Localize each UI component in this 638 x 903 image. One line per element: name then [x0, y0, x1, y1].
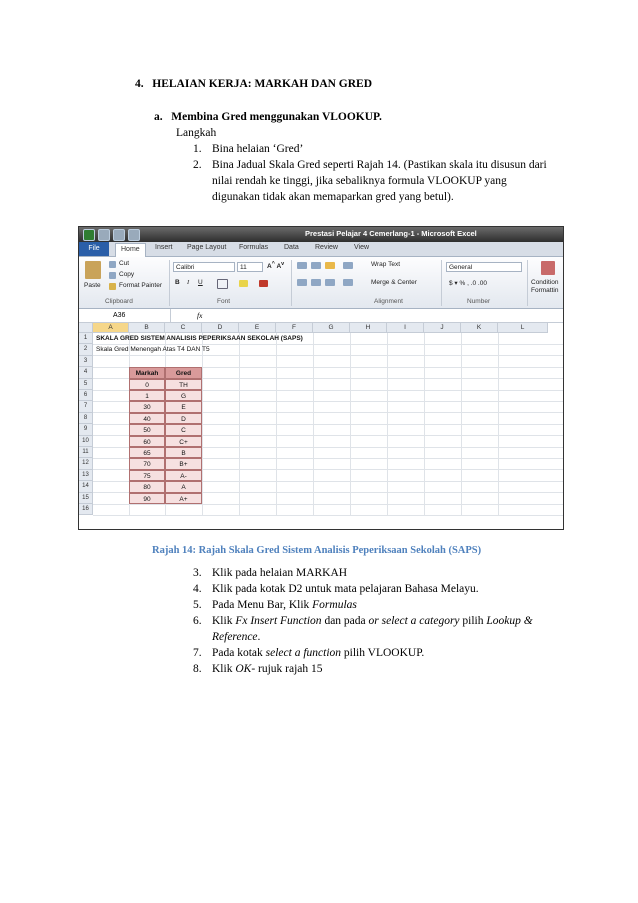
tab-insert[interactable]: Insert: [155, 244, 173, 251]
table-cell-markah: 80: [129, 481, 165, 492]
table-cell-gred: G: [165, 390, 202, 401]
row-header[interactable]: 2: [79, 344, 93, 355]
step-text: [212, 646, 424, 661]
underline-icon[interactable]: U: [198, 279, 203, 286]
ribbon-separator: [291, 260, 292, 306]
gridline: [202, 333, 203, 515]
step-text-part: Klik: [212, 615, 236, 627]
conditional-formatting-icon[interactable]: [541, 261, 555, 275]
align-middle-icon[interactable]: [311, 262, 321, 269]
row-header[interactable]: 4: [79, 367, 93, 378]
gridline: [424, 333, 425, 515]
step-text: [212, 582, 479, 597]
gridline: [350, 333, 351, 515]
step-text-part: Klik: [212, 663, 236, 675]
paste-icon[interactable]: [85, 261, 101, 279]
align-bottom-icon[interactable]: [325, 262, 335, 269]
table-cell-markah: 90: [129, 493, 165, 504]
column-header[interactable]: D: [202, 323, 239, 333]
tab-formulas[interactable]: Formulas: [239, 244, 269, 251]
conditional-formatting-label-1[interactable]: Condition: [531, 279, 559, 286]
table-header-markah: Markah: [129, 367, 165, 378]
tab-file[interactable]: File: [79, 242, 109, 256]
column-header[interactable]: K: [461, 323, 498, 333]
ribbon-separator: [169, 260, 170, 306]
cell-a1: SKALA GRED SISTEM ANALISIS PEPERIKSAAN SEKOLAH (SAPS): [96, 335, 303, 342]
step-number: 8.: [193, 663, 202, 675]
font-name-select[interactable]: Calibri: [173, 262, 235, 272]
step-number: 6.: [193, 615, 202, 627]
step-text-part: select a function: [265, 647, 342, 659]
gridline: [461, 333, 462, 515]
cut-icon[interactable]: [109, 261, 116, 268]
gridline: [276, 333, 277, 515]
bold-icon[interactable]: B: [175, 279, 180, 286]
cell-a2: Skala Gred Menengah Atas T4 DAN T5: [96, 346, 210, 354]
tab-view[interactable]: View: [354, 244, 370, 251]
copy-label[interactable]: Copy: [119, 271, 135, 278]
step-number: 5.: [193, 599, 202, 611]
gridline: [498, 333, 499, 515]
table-cell-markah: 40: [129, 413, 165, 424]
redo-icon: [128, 229, 140, 241]
step-text-part: Pada Menu Bar, Klik: [212, 599, 313, 611]
orientation-icon[interactable]: [343, 262, 353, 269]
column-header[interactable]: L: [498, 323, 548, 333]
step-text: [212, 598, 357, 613]
step-text-part: Pada kotak: [212, 647, 266, 659]
step-text-part: .: [257, 631, 261, 643]
formula-bar: [79, 309, 563, 323]
row-header[interactable]: 5: [79, 379, 93, 390]
font-grow-icon[interactable]: A^ $A^v$: [267, 261, 285, 271]
step-text-part: Klik pada helaian MARKAH: [212, 567, 348, 579]
tab-page-layout[interactable]: Page Layout: [187, 244, 227, 251]
ribbon-separator: [441, 260, 442, 306]
row-header[interactable]: 16: [79, 504, 93, 515]
save-icon: [98, 229, 110, 241]
align-top-icon[interactable]: [297, 262, 307, 269]
font-group-label: Font: [217, 298, 231, 305]
table-cell-markah: 60: [129, 436, 165, 447]
section-heading: 4. HELAIAN KERJA: MARKAH DAN GRED: [135, 78, 373, 90]
step-text: nilai rendah ke tinggi, jika sebaliknya formula VLOOKUP yang: [212, 175, 507, 187]
row-header[interactable]: 1: [79, 333, 93, 344]
align-right-icon[interactable]: [325, 279, 335, 286]
row-header[interactable]: 7: [79, 401, 93, 412]
number-format-select[interactable]: General: [446, 262, 522, 272]
step-text: [212, 630, 260, 645]
step-text-part: Fx Insert Function: [235, 615, 322, 627]
step-text: [212, 614, 533, 629]
font-size-select[interactable]: 11: [237, 262, 263, 272]
step-number: 1.: [193, 143, 202, 155]
row-header[interactable]: 8: [79, 413, 93, 424]
step-text: Bina helaian ‘Gred’: [212, 143, 304, 155]
step-text-part: or select a category: [368, 615, 460, 627]
tab-review[interactable]: Review: [315, 244, 338, 251]
table-cell-markah: 65: [129, 447, 165, 458]
fill-color-icon[interactable]: [239, 280, 248, 287]
sub-heading: a. Membina Gred menggunakan VLOOKUP.: [154, 111, 382, 123]
step-text-part: - rujuk rajah 15: [251, 663, 323, 675]
table-cell-gred: TH: [165, 379, 202, 390]
cut-label[interactable]: Cut: [119, 260, 130, 267]
conditional-formatting-label-2[interactable]: Formattin: [531, 287, 559, 294]
name-box[interactable]: A36: [79, 309, 171, 322]
step-text-part: pilih VLOOKUP.: [341, 647, 425, 659]
step-number: 7.: [193, 647, 202, 659]
step-text-part: Reference: [212, 631, 258, 643]
row-header[interactable]: 6: [79, 390, 93, 401]
excel-title-bar: [79, 227, 563, 242]
table-cell-markah: 75: [129, 470, 165, 481]
gridline: [387, 333, 388, 515]
gridline: [93, 515, 564, 516]
undo-icon: [113, 229, 125, 241]
column-header[interactable]: I: [387, 323, 424, 333]
table-cell-markah: 70: [129, 458, 165, 469]
table-cell-markah: 1: [129, 390, 165, 401]
step-text-part: Formulas: [312, 599, 357, 611]
row-header[interactable]: 13: [79, 470, 93, 481]
table-cell-markah: 30: [129, 401, 165, 412]
langkah-label: Langkah: [176, 127, 217, 139]
step-number: 3.: [193, 567, 202, 579]
column-header[interactable]: H: [350, 323, 387, 333]
table-cell-gred: B+: [165, 458, 202, 469]
format-painter-label[interactable]: Format Painter: [119, 282, 162, 289]
ribbon-tabs: [79, 242, 563, 257]
paste-label[interactable]: Paste: [84, 282, 101, 289]
ribbon: [79, 257, 563, 309]
excel-logo-icon: [83, 229, 95, 241]
table-cell-gred: A: [165, 481, 202, 492]
step-text-part: pilih: [459, 615, 487, 627]
window-title: Prestasi Pelajar 4 Cemerlang-1 - Microsoft Excel: [305, 229, 477, 238]
tab-home[interactable]: Home: [115, 243, 146, 257]
font-color-icon[interactable]: [259, 280, 268, 287]
gridline: [313, 333, 314, 515]
step-number: 4.: [193, 583, 202, 595]
gridline: [239, 333, 240, 515]
step-number: 2.: [193, 159, 202, 171]
copy-icon[interactable]: [109, 272, 116, 279]
italic-icon[interactable]: I: [187, 279, 190, 286]
column-header[interactable]: J: [424, 323, 461, 333]
step-text-part: Klik pada kotak D2 untuk mata pelajaran Bahasa Melayu.: [212, 583, 479, 595]
table-cell-markah: 50: [129, 424, 165, 435]
table-cell-markah: 0: [129, 379, 165, 390]
column-header[interactable]: E: [239, 323, 276, 333]
align-left-icon[interactable]: [297, 279, 307, 286]
align-center-icon[interactable]: [311, 279, 321, 286]
row-header[interactable]: 10: [79, 436, 93, 447]
row-header[interactable]: 9: [79, 424, 93, 435]
ribbon-separator: [527, 260, 528, 306]
table-cell-gred: E: [165, 401, 202, 412]
table-header-gred: Gred: [165, 367, 202, 378]
excel-screenshot: [78, 226, 564, 530]
row-header[interactable]: 15: [79, 493, 93, 504]
column-header[interactable]: B: [129, 323, 165, 333]
merge-center-button[interactable]: Merge & Center: [371, 279, 417, 286]
step-text-part: dan pada: [321, 615, 369, 627]
fx-icon[interactable]: fx: [197, 311, 203, 320]
table-cell-gred: A-: [165, 470, 202, 481]
number-group-label: Number: [467, 298, 491, 305]
format-painter-icon[interactable]: [109, 283, 116, 290]
column-header[interactable]: A: [93, 323, 129, 333]
row-header[interactable]: 14: [79, 481, 93, 492]
step-text: Bina Jadual Skala Gred seperti Rajah 14. (Pastikan skala itu disusun dari: [212, 159, 547, 171]
indent-icon[interactable]: [343, 279, 353, 286]
borders-icon[interactable]: [217, 279, 228, 289]
table-cell-gred: A+: [165, 493, 202, 504]
figure-caption: Rajah 14: Rajah Skala Gred Sistem Analisis Peperiksaan Sekolah (SAPS): [152, 545, 482, 556]
step-text: digunakan tidak akan memaparkan gred yang betul).: [212, 191, 454, 203]
step-text: [212, 662, 323, 677]
table-cell-gred: C+: [165, 436, 202, 447]
tab-data[interactable]: Data: [284, 244, 299, 251]
table-cell-gred: D: [165, 413, 202, 424]
step-text-part: OK: [235, 663, 252, 675]
row-header[interactable]: 11: [79, 447, 93, 458]
alignment-group-label: Alignment: [374, 298, 403, 305]
number-format-icons[interactable]: $ ▾ % , .0 .00: [449, 280, 487, 287]
step-text: [212, 566, 347, 581]
clipboard-group-label: Clipboard: [105, 298, 133, 305]
wrap-text-button[interactable]: Wrap Text: [371, 261, 401, 268]
quick-access-toolbar: [83, 229, 140, 240]
column-header[interactable]: G: [313, 323, 350, 333]
column-header[interactable]: F: [276, 323, 313, 333]
row-header[interactable]: 12: [79, 458, 93, 469]
step-text-part: Lookup &: [486, 615, 533, 627]
table-cell-gred: C: [165, 424, 202, 435]
column-header[interactable]: C: [165, 323, 202, 333]
select-all-corner: [79, 323, 93, 333]
row-header[interactable]: 3: [79, 356, 93, 367]
table-cell-gred: B: [165, 447, 202, 458]
